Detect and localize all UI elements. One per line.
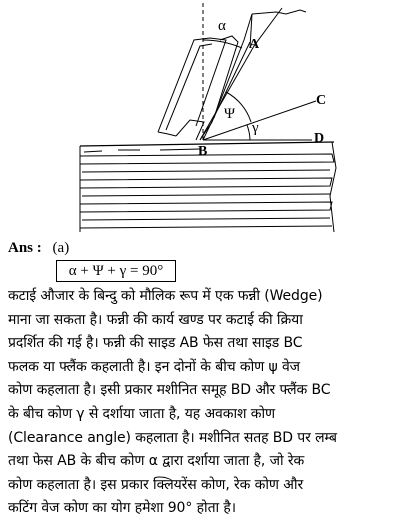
gamma-label: γ (252, 120, 259, 136)
point-b-label: B (198, 144, 208, 159)
alpha-label: α (218, 18, 226, 34)
answer-option: (a) (52, 240, 70, 256)
face-line-ab (203, 42, 250, 140)
answer-label: Ans : (8, 240, 42, 256)
workpiece-layers (80, 142, 336, 232)
paragraph-line: कटिंग वेज कोण का योग हमेशा 90° होता है। (8, 500, 236, 517)
equation-box: α + Ψ + γ = 90° (56, 260, 176, 282)
psi-label: Ψ (224, 106, 236, 122)
paragraph-line: कोण कहलाता है। इस प्रकार क्लियरेंस कोण, रेक कोण और (8, 476, 304, 493)
flank-line-bc (203, 101, 316, 140)
paragraph-line: माना जा सकता है। फन्नी की कार्य खण्ड पर कटाई की क्रिया (8, 311, 303, 328)
gamma-arc (247, 125, 250, 140)
paragraph-line: तथा फेस AB के बीच कोण α द्वारा दर्शाया जाता है, जो रेक (8, 453, 305, 470)
answer-row (8, 238, 69, 257)
paragraph-line: कोण कहलाता है। इसी प्रकार मशीनित समूह BD और फ्लैंक BC (8, 382, 331, 399)
point-a-label: A (249, 37, 260, 52)
paragraph-line: प्रदर्शित की गई है। फन्नी की साइड AB फेस तथा साइड BC (8, 335, 303, 352)
cutting-tool-diagram (0, 0, 406, 236)
paragraph-line: के बीच कोण γ से दर्शाया जाता है, यह अवकाश कोण (8, 405, 276, 422)
paragraph-line: फलक या फ्लैंक कहलाती है। इन दोनों के बीच कोण ψ वेज (8, 358, 300, 375)
point-d-label: D (314, 131, 325, 146)
explanation-paragraph (8, 285, 400, 521)
paragraph-line: (Clearance angle) कहलाता है। मशीनित सतह BD पर लम्ब (8, 429, 337, 446)
point-c-label: C (316, 93, 327, 108)
paragraph-line: कटाई औजार के बिन्दु को मौलिक रूप में एक फन्नी (Wedge) (8, 288, 323, 304)
